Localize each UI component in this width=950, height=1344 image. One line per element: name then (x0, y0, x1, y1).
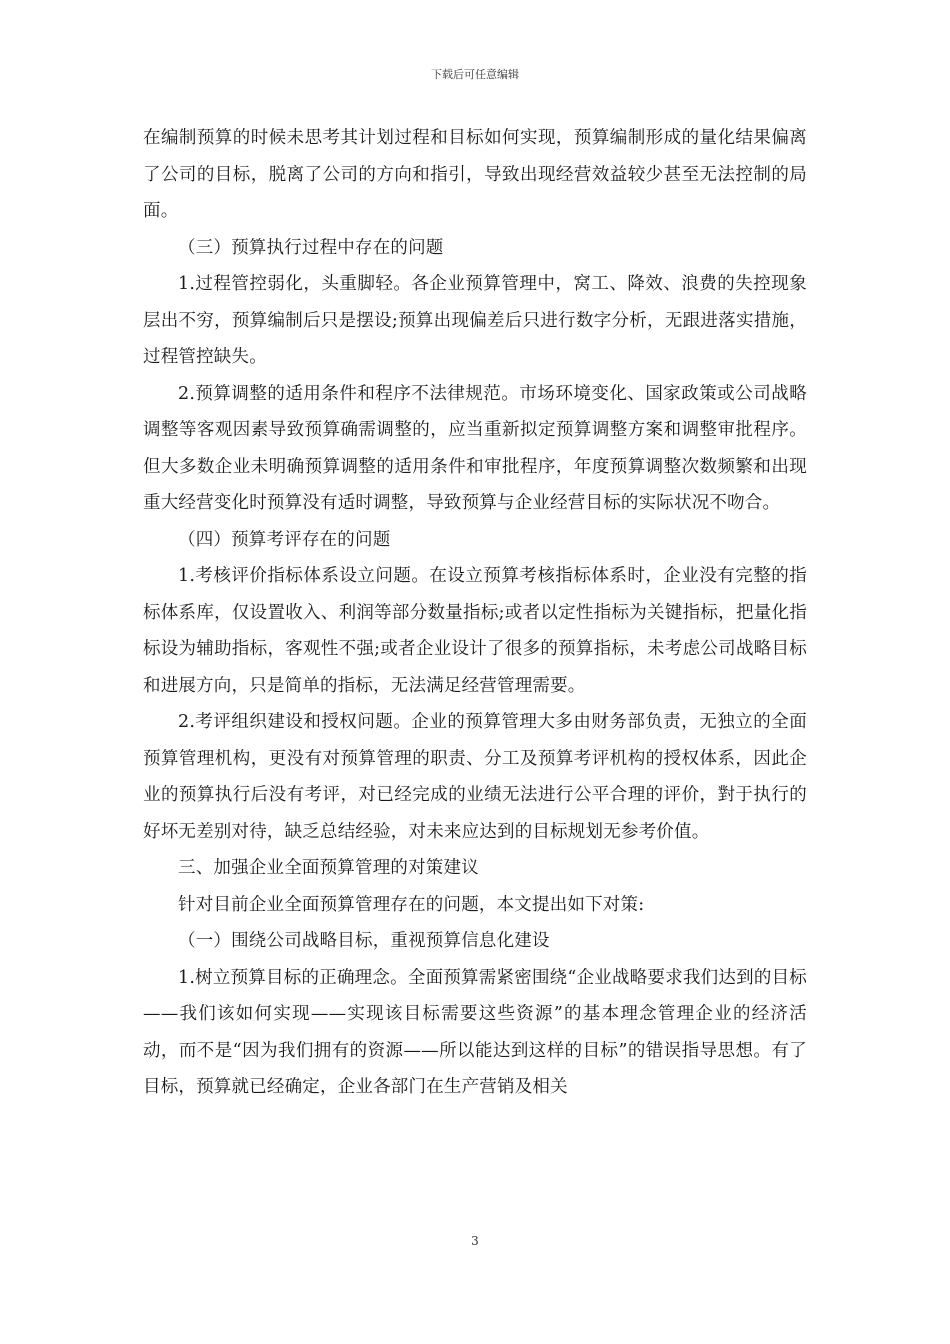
paragraph: 针对目前企业全面预算管理存在的问题，本文提出如下对策: (178, 894, 645, 915)
paragraph: 1.过程管控弱化，头重脚轻。各企业预算管理中，窝工、降效、浪费的失控现象层出不穷，预算编制后只是摆设;预算出现偏差后只进行数字分析，无跟进落实措施，过程管控缺失。 (143, 274, 807, 367)
page-header: 下载后可任意编辑 (431, 68, 519, 81)
paragraph: 1.考核评价指标体系设立问题。在设立预算考核指标体系时，企业没有完整的指标体系库，仅设置收入、利润等部分数量指标;或者以定性指标为关键指标，把量化指标设为辅助指标，客观性不强;或者企业设计了很多的预算指标，未考虑公司战略目标和进展方向，只是简单的指标，无法满足经营管理需要。 (143, 566, 807, 696)
paragraph: 2.预算调整的适用条件和程序不法律规范。市场环境变化、国家政策或公司战略调整等客观因素导致预算确需调整的，应当重新拟定预算调整方案和调整审批程序。但大多数企业未明确预算调整的适用条件和审批程序，年度预算调整次数频繁和出现重大经营变化时预算没有适时调整，导致预算与企业经营目标的实际状况不吻合。 (143, 383, 807, 513)
section-heading: （三）预算执行过程中存在的问题 (178, 237, 444, 258)
section-heading: 三、加强企业全面预算管理的对策建议 (178, 858, 479, 878)
paragraph: 1.树立预算目标的正确理念。全面预算需紧密围绕“企业战略要求我们达到的目标——我们该如何实现——实现该目标需要这些资源”的基本理念管理企业的经济活动，而不是“因为我们拥有的资源——所以能达到这样的目标”的错误指导思想。有了目标，预算就已经确定，企业各部门在生产营销及相关 (143, 967, 807, 1097)
document-body (143, 120, 807, 1106)
page-number: 3 (471, 1234, 479, 1248)
paragraph: 在编制预算的时候未思考其计划过程和目标如何实现，预算编制形成的量化结果偏离了公司的目标，脱离了公司的方向和指引，导致出现经营效益较少甚至无法控制的局面。 (143, 128, 807, 221)
paragraph: 2.考评组织建设和授权问题。企业的预算管理大多由财务部负责，无独立的全面预算管理机构，更没有对预算管理的职责、分工及预算考评机构的授权体系，因此企业的预算执行后没有考评，对已经完成的业绩无法进行公平合理的评价，對于执行的好坏无差别对待，缺乏总结经验，对未来应达到的目标规划无参考价值。 (143, 712, 807, 842)
section-heading: （四）预算考评存在的问题 (178, 529, 391, 550)
section-heading: （一）围绕公司战略目标，重视预算信息化建设 (178, 931, 550, 951)
